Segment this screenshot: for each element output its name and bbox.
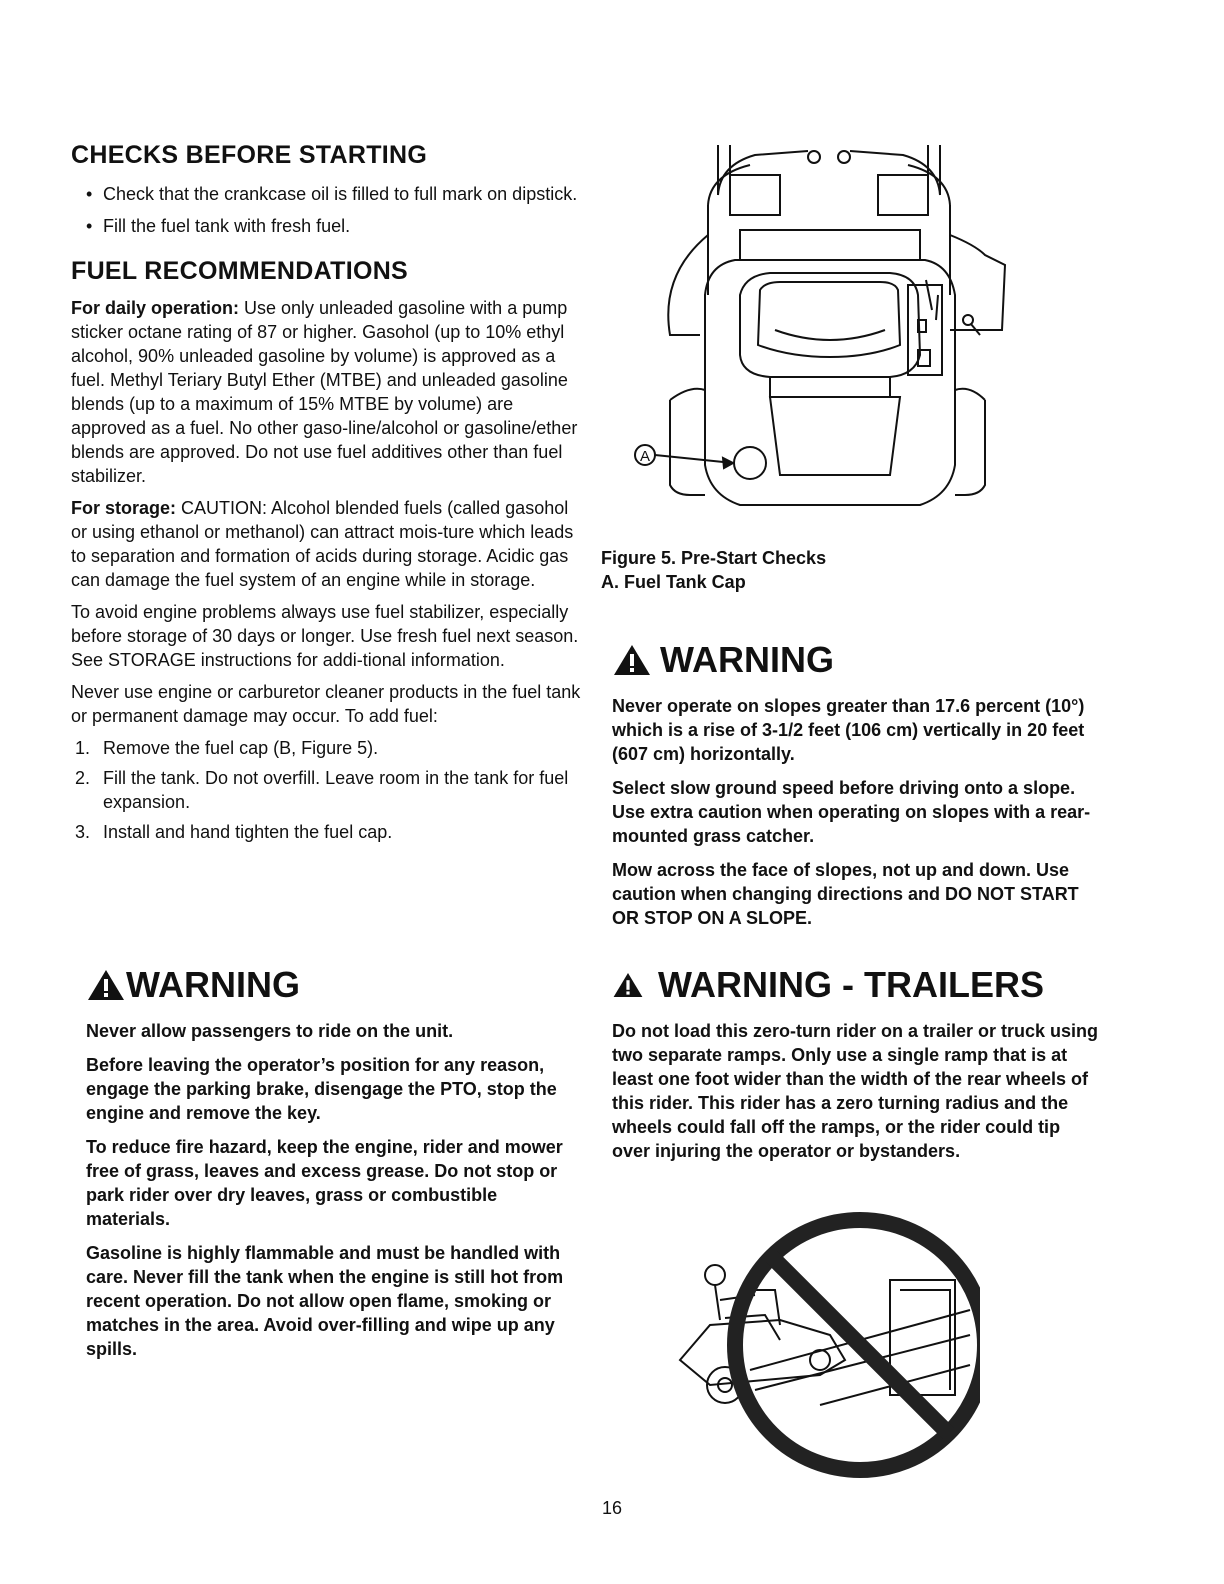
warning-general-text: Never allow passengers to ride on the unit.: [86, 1021, 454, 1041]
list-item: • Fill the fuel tank with fresh fuel.: [86, 216, 351, 236]
warning-general-title: WARNING: [86, 965, 586, 1005]
checks-list: [71, 182, 581, 238]
fuel-heading: FUEL RECOMMENDATIONS: [71, 257, 409, 285]
stabilizer-paragraph: To avoid engine problems always use fuel stabilizer, especially before storage of 30 days or longer. Use fresh fuel next season. See STORAGE instructions for addi-tional information.: [71, 602, 579, 670]
warning-slopes-text: Select slow ground speed before driving onto a slope. Use extra caution when operating on slopes with a rear-mounted grass catcher.: [612, 778, 1091, 846]
warning-triangle-icon: [612, 643, 652, 677]
left-column: [71, 140, 581, 850]
mower-top-view-illustration: [630, 135, 1020, 520]
warning-general-text: To reduce fire hazard, keep the engine, rider and mower free of grass, leaves and excess grease. Do not stop or park rider over dry leaves, grass or combustible materials.: [86, 1137, 563, 1229]
list-item: 3. Install and hand tighten the fuel cap.: [75, 822, 393, 842]
list-item: 1. Remove the fuel cap (B, Figure 5).: [75, 738, 379, 758]
no-trailer-ramp-illustration: [670, 1200, 980, 1490]
callout-a-label: A: [639, 448, 651, 465]
cleaner-paragraph: Never use engine or carburetor cleaner products in the fuel tank or permanent damage may occur. To add fuel:: [71, 682, 581, 726]
warning-trailers-title: WARNING - TRAILERS: [612, 965, 1102, 1005]
warning-trailers-text: Do not load this zero-turn rider on a trailer or truck using two separate ramps. Only use a single ramp that is at least one foot wider than the width of the rear wheels of this rider. This rider has a zero turning radius and the wheels could fall off the ramps, or the rider could tip over injuring the operator or bystanders.: [612, 1021, 1099, 1161]
figure-caption: Figure 5. Pre-Start Checks A. Fuel Tank Cap: [601, 548, 827, 592]
warning-triangle-icon: [612, 970, 644, 1000]
list-item: • Check that the crankcase oil is filled to full mark on dipstick.: [86, 184, 578, 204]
fuel-steps: [71, 736, 581, 844]
warning-general-text: Before leaving the operator’s position for any reason, engage the parking brake, disengage the PTO, stop the engine and remove the key.: [86, 1055, 557, 1123]
page-number: 16: [601, 1498, 623, 1518]
warning-slopes-box: [612, 640, 1102, 940]
warning-trailers-box: [612, 965, 1102, 1173]
warning-general-text: Gasoline is highly flammable and must be handled with care. Never fill the tank when the engine is still hot from recent operation. Do not allow open flame, smoking or matches in the area. Avoid over-filling and wipe up any spills.: [86, 1243, 564, 1359]
warning-general-box: [86, 965, 586, 1371]
warning-triangle-icon: [86, 968, 126, 1002]
warning-slopes-text: Mow across the face of slopes, not up and down. Use caution when changing directions and DO NOT START OR STOP ON A SLOPE.: [612, 860, 1079, 928]
storage-paragraph: For storage: CAUTION: Alcohol blended fuels (called gasohol or using ethanol or methanol) can attract mois-ture which leads to separation and formation of acids during storage. Acidic gas can damage the fuel system of an engine while in storage.: [71, 498, 574, 590]
checks-heading: CHECKS BEFORE STARTING: [71, 141, 428, 169]
daily-operation-paragraph: For daily operation: Use only unleaded gasoline with a pump sticker octane rating of 87 or higher. Gasohol (up to 10% ethyl alcohol, 90% unleaded gasoline by volume) is approved as a fuel. Methyl Teriary Butyl Ether (MTBE) and unleaded gasoline blends (up to a maximum of 15% MTBE by volume) are approved as a fuel. No other gaso-line/alcohol or gasoline/ether blends are approved. Do not use fuel additives other than fuel stabilizer.: [71, 298, 578, 486]
warning-slopes-text: Never operate on slopes greater than 17.6 percent (10°) which is a rise of 3-1/2 feet (106 cm) vertically in 20 feet (607 cm) horizontally.: [612, 696, 1085, 764]
list-item: 2. Fill the tank. Do not overfill. Leave room in the tank for fuel expansion.: [75, 768, 569, 812]
warning-slopes-title: WARNING: [612, 640, 1102, 680]
